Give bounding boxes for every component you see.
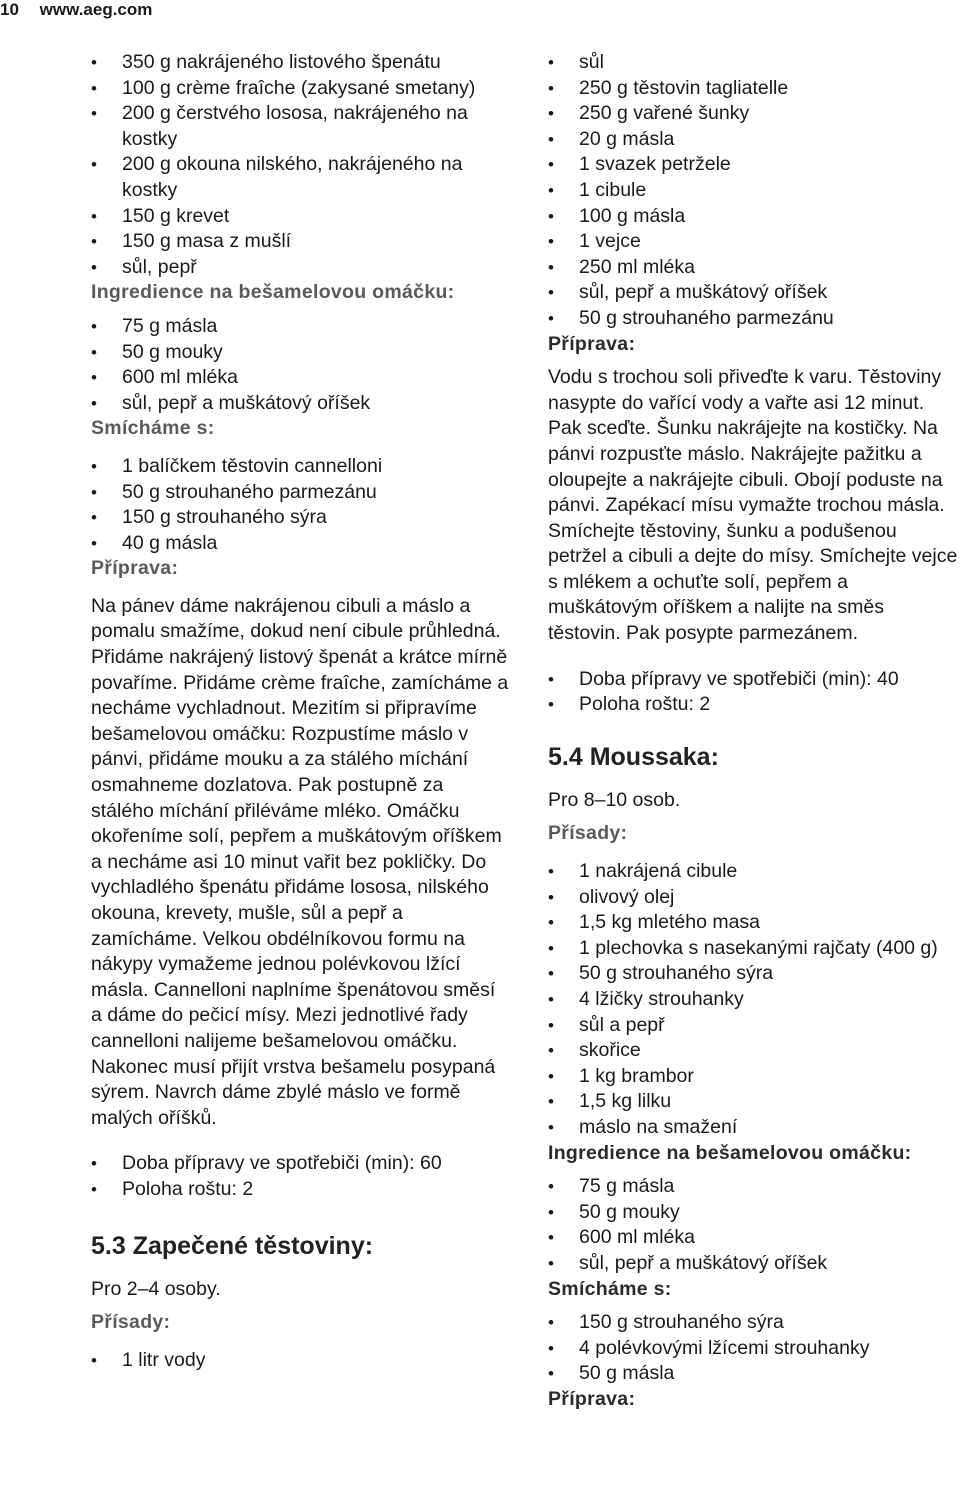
- preparation-text: Na pánev dáme nakrájenou cibuli a máslo a pomalu smažíme, dokud není cibule průhledná. Přidáme nakrájený listový špenát a krátce mírně povaříme. Přidáme crème fraîche, zamícháme a necháme vychladnout. Mezitím si připravíme bešamelovou omáčku: Rozpustíme máslo v pánvi, přidáme mouku a za stálého míchání osmahneme dozlatova. Pak postupně za stálého míchání přiléváme mléko. Omáčku okořeníme solí, pepřem a muškátovým oříškem a necháme asi 10 minut vařit bez pokličky. Do vychladlého špenátu přidáme lososa, nilského okouna, krevety, mušle, sůl a pepř a zamícháme. Velkou obdélníkovou formu na nákypy vymažeme jednou polévkovou lžící másla. Cannelloni naplníme špenátovou směsí a dáme do pečicí mísy. Mezi jednotlivé řady cannelloni nalijeme bešamelovou omáčku. Nakonec musí přijít vrstva bešamelu posypaná sýrem. Navrch dáme zbylé máslo ve formě malých oříšků.: [91, 594, 509, 1129]
- list-item: • 200 g čerstvého lososa, nakrájeného na kostky: [91, 101, 511, 152]
- list-item: • skořice: [548, 1038, 960, 1064]
- list-item: • 1 vejce: [548, 229, 960, 255]
- list-item: • 250 g těstovin tagliatelle: [548, 76, 960, 102]
- list-item: • Doba přípravy ve spotřebiči (min): 40: [548, 667, 960, 693]
- list-item: • 100 g másla: [548, 204, 960, 230]
- list-item: • 1 svazek petržele: [548, 152, 960, 178]
- list-item: • 600 ml mléka: [91, 365, 511, 391]
- list-item: • 1 plechovka s nasekanými rajčaty (400 g): [548, 936, 960, 962]
- ingredients-heading: Přísady:: [548, 822, 628, 845]
- list-item: • 150 g masa z mušlí: [91, 229, 511, 255]
- site-url: www.aeg.com: [39, 0, 153, 19]
- list-item: • 50 g másla: [548, 1361, 960, 1387]
- list-item: • 1 cibule: [548, 178, 960, 204]
- list-item: • sůl, pepř a muškátový oříšek: [91, 391, 511, 417]
- mix-list: [548, 1310, 960, 1387]
- settings-list: [91, 1151, 511, 1202]
- list-item: • 4 polévkovými lžícemi strouhanky: [548, 1336, 960, 1362]
- list-item: • 50 g strouhaného parmezánu: [548, 306, 960, 332]
- list-item: • 600 ml mléka: [548, 1225, 960, 1251]
- right-column: [548, 50, 960, 1413]
- ingredients-heading: Přísady:: [91, 1311, 171, 1334]
- list-item: • máslo na smažení: [548, 1115, 960, 1141]
- servings: Pro 8–10 osob.: [548, 788, 681, 811]
- page-number: 10: [0, 0, 19, 19]
- list-item: • 75 g másla: [548, 1174, 960, 1200]
- list-item: • 1 litr vody: [91, 1348, 511, 1374]
- list-item: • 1,5 kg mletého masa: [548, 910, 960, 936]
- mix-heading: Smícháme s:: [91, 417, 215, 440]
- list-item: • 250 g vařené šunky: [548, 101, 960, 127]
- ingredient-list: [91, 1348, 511, 1374]
- list-item: • 150 g strouhaného sýra: [91, 505, 511, 531]
- list-item: • sůl a pepř: [548, 1013, 960, 1039]
- preparation-heading: Příprava:: [91, 557, 179, 580]
- list-item: • 200 g okouna nilského, nakrájeného na kostky: [91, 152, 511, 203]
- list-item: • 250 ml mléka: [548, 255, 960, 281]
- list-item: • 350 g nakrájeného listového špenátu: [91, 50, 511, 76]
- list-item: • 150 g krevet: [91, 204, 511, 230]
- list-item: • olivový olej: [548, 885, 960, 911]
- preparation-heading: Příprava:: [548, 332, 636, 355]
- list-item: • 40 g másla: [91, 531, 511, 557]
- bechamel-list: [91, 314, 511, 416]
- list-item: • 50 g mouky: [91, 340, 511, 366]
- list-item: • Poloha roštu: 2: [91, 1177, 511, 1203]
- list-item: • 100 g crème fraîche (zakysané smetany): [91, 76, 511, 102]
- list-item: • 1 kg brambor: [548, 1064, 960, 1090]
- list-item: • 150 g strouhaného sýra: [548, 1310, 960, 1336]
- list-item: • 1 nakrájená cibule: [548, 859, 960, 885]
- preparation-text: Vodu s trochou soli přiveďte k varu. Těstoviny nasypte do vařící vody a vařte asi 12 minut. Pak sceďte. Šunku nakrájejte na kostičky. Na pánvi rozpusťte máslo. Nakrájejte pažitku a oloupejte a nakrájejte cibuli. Obojí poduste na pánvi. Zapékací mísu vymažte trochou másla. Smíchejte těstoviny, šunku a podušenou petržel a cibuli a dejte do mísy. Smíchejte vejce s mlékem a ochuťte solí, pepřem a muškátovým oříškem a nalijte na směs těstovin. Pak posypte parmezánem.: [548, 366, 958, 645]
- left-column: [91, 50, 511, 1373]
- bechamel-list: [548, 1174, 960, 1276]
- list-item: • 50 g strouhaného parmezánu: [91, 480, 511, 506]
- bechamel-heading: Ingredience na bešamelovou omáčku:: [548, 1141, 912, 1164]
- ingredient-list: [548, 859, 960, 1141]
- list-item: • 1 balíčkem těstovin cannelloni: [91, 454, 511, 480]
- list-item: • sůl, pepř a muškátový oříšek: [548, 280, 960, 306]
- bechamel-heading: Ingredience na bešamelovou omáčku:: [91, 281, 455, 304]
- page-header: [0, 0, 152, 20]
- list-item: • 1,5 kg lilku: [548, 1089, 960, 1115]
- preparation-heading: Příprava:: [548, 1387, 636, 1410]
- list-item: • Poloha roštu: 2: [548, 692, 960, 718]
- list-item: • sůl, pepř a muškátový oříšek: [548, 1251, 960, 1277]
- list-item: • 50 g strouhaného sýra: [548, 961, 960, 987]
- list-item: • sůl, pepř: [91, 255, 511, 281]
- section-title: 5.4 Moussaka:: [548, 742, 719, 771]
- section-title: 5.3 Zapečené těstoviny:: [91, 1231, 374, 1260]
- list-item: • 50 g mouky: [548, 1200, 960, 1226]
- servings: Pro 2–4 osoby.: [91, 1277, 221, 1300]
- ingredient-list: [548, 50, 960, 332]
- list-item: • 20 g másla: [548, 127, 960, 153]
- settings-list: [548, 667, 960, 718]
- ingredient-list: [91, 50, 511, 280]
- list-item: • 75 g másla: [91, 314, 511, 340]
- list-item: • Doba přípravy ve spotřebiči (min): 60: [91, 1151, 511, 1177]
- mix-list: [91, 454, 511, 556]
- list-item: • sůl: [548, 50, 960, 76]
- mix-heading: Smícháme s:: [548, 1277, 672, 1300]
- list-item: • 4 lžičky strouhanky: [548, 987, 960, 1013]
